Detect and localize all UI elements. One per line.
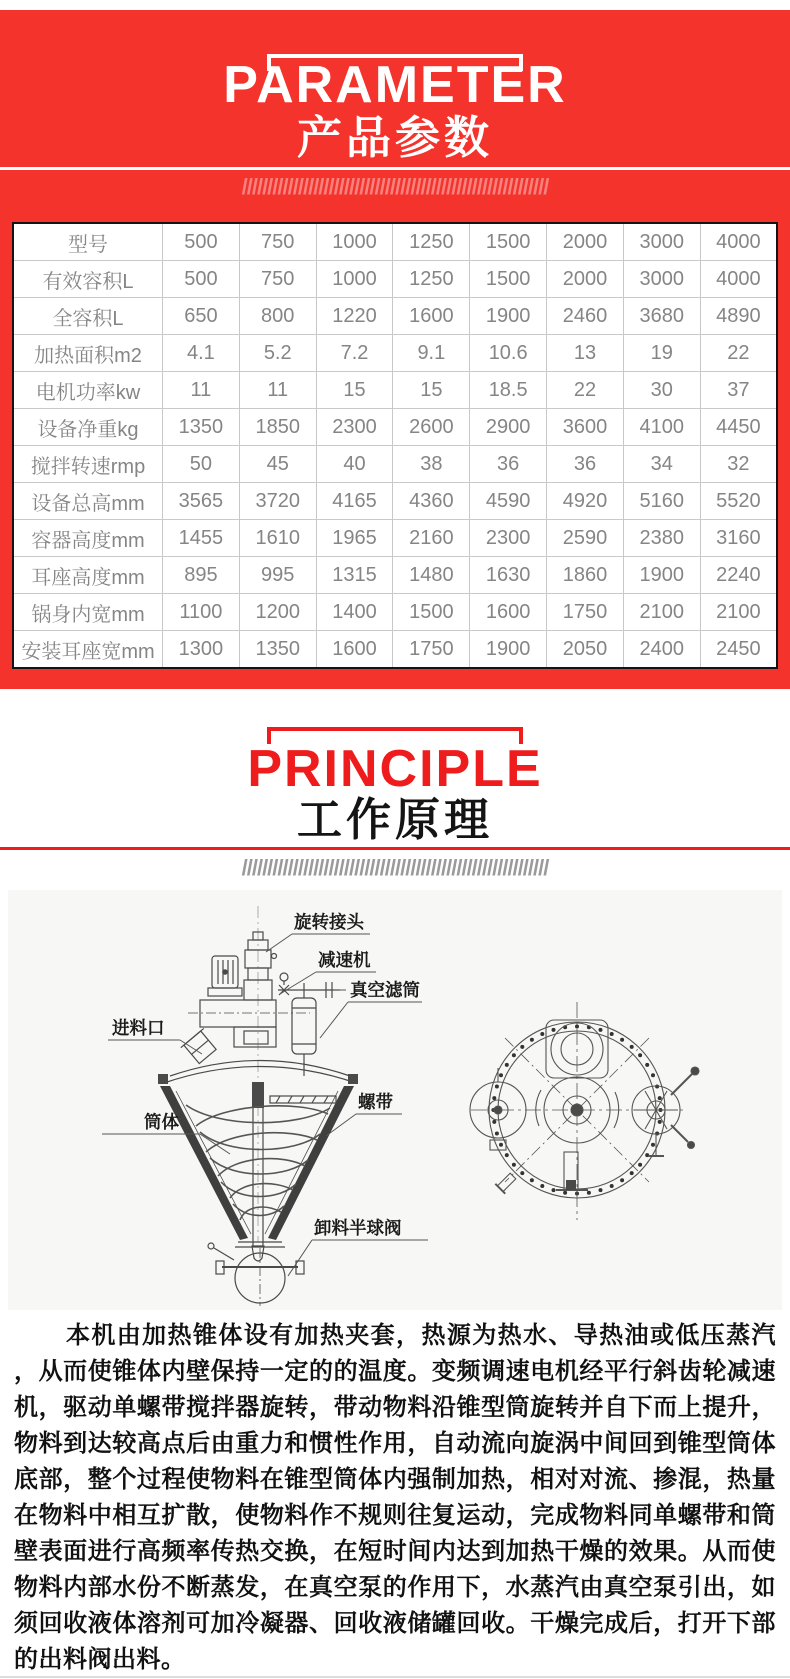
table-row: 安装耳座宽mm 1300 1350 1600 1750 1900 2050 2400 2450: [13, 631, 777, 669]
table-row: 设备总高mm 3565 3720 4165 4360 4590 4920 5160 5520: [13, 483, 777, 520]
principle-title-zh: 工作原理: [296, 794, 493, 845]
table-row: 设备净重kg 1350 1850 2300 2600 2900 3600 4100 4450: [13, 409, 777, 446]
diagram-label-discharge-valve: 卸料半球阀: [314, 1218, 402, 1238]
working-principle-diagram: [8, 890, 782, 1310]
param-label: 设备净重kg: [13, 409, 163, 446]
diagram-label-rotary-joint: 旋转接头: [294, 912, 364, 932]
mixer-diagram-svg: [8, 890, 782, 1310]
diagram-label-feed-inlet: 进料口: [112, 1018, 165, 1038]
slash-decoration: ////////////////////////////////////////////////////////////: [241, 174, 549, 199]
working-principle-description: 本机由加热锥体设有加热夹套，热源为热水、导热油或低压蒸汽，从而使锥体内壁保持一定的的温度。变频调速电机经平行斜齿轮减速机，驱动单螺带搅拌器旋转，带动物料沿锥型筒旋转并自下而上提升，物料到达较高点后由重力和惯性作用，自动流向旋涡中间回到锥型筒体底部，整个过程使物料在锥型筒体内强制加热，相对对流、掺混，热量在物料中相互扩散，使物料作不规则往复运动，完成物料同单螺带和筒壁表面进行高频率传热交换，在短时间内达到加热干燥的效果。从而使物料内部水份不断蒸发，在真空泵的作用下，水蒸汽由真空泵引出，如须回收液体溶剂可加冷凝器、回收液储罐回收。干燥完成后，打开下部的出料阀出料。: [14, 1322, 776, 1673]
param-label: 电机功率kw: [13, 372, 163, 409]
mixer-top-view: [470, 1002, 699, 1220]
table-row: 电机功率kw 11 11 15 15 18.5 22 30 37: [13, 372, 777, 409]
param-label: 容器高度mm: [13, 520, 163, 557]
param-label: 设备总高mm: [13, 483, 163, 520]
table-row: 有效容积L 500 750 1000 1250 1500 2000 3000 4000: [13, 261, 777, 298]
param-label: 安装耳座宽mm: [13, 631, 163, 669]
param-label: 搅拌转速rmp: [13, 446, 163, 483]
table-row: 搅拌转速rmp 50 45 40 38 36 36 34 32: [13, 446, 777, 483]
parameter-title-zh: 产品参数: [296, 112, 493, 163]
param-label: 全容积L: [13, 298, 163, 335]
param-label: 型号: [13, 223, 163, 261]
table-row: 容器高度mm 1455 1610 1965 2160 2300 2590 2380 3160: [13, 520, 777, 557]
parameter-title-en: PARAMETER: [223, 56, 567, 114]
diagram-label-ribbon: 螺带: [358, 1092, 393, 1112]
divider-line-red: [0, 847, 790, 850]
param-label: 锅身内宽mm: [13, 594, 163, 631]
param-label: 有效容积L: [13, 261, 163, 298]
diagram-label-barrel: 筒体: [144, 1112, 179, 1132]
table-row: 型号 500 750 1000 1250 1500 2000 3000 4000: [13, 223, 777, 261]
diagram-label-reducer: 减速机: [318, 950, 371, 970]
diagram-label-vacuum-filter: 真空滤筒: [350, 980, 420, 1000]
param-label: 耳座高度mm: [13, 557, 163, 594]
bottom-divider: [0, 1676, 790, 1678]
table-row: 加热面积m2 4.1 5.2 7.2 9.1 10.6 13 19 22: [13, 335, 777, 372]
param-label: 加热面积m2: [13, 335, 163, 372]
divider-line-white: [0, 167, 790, 170]
table-row: 全容积L 650 800 1220 1600 1900 2460 3680 4890: [13, 298, 777, 335]
principle-title-en: PRINCIPLE: [247, 740, 543, 798]
table-row: 耳座高度mm 895 995 1315 1480 1630 1860 1900 2240: [13, 557, 777, 594]
slash-decoration: ////////////////////////////////////////////////////////////: [241, 855, 549, 880]
table-row: 锅身内宽mm 1100 1200 1400 1500 1600 1750 2100 2100: [13, 594, 777, 631]
parameter-table: [12, 222, 778, 669]
